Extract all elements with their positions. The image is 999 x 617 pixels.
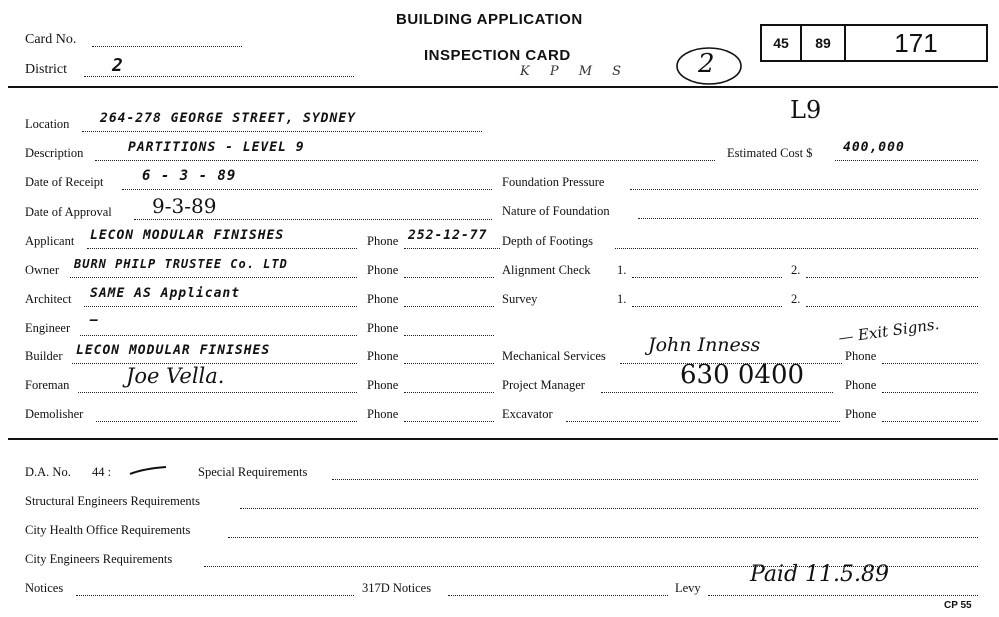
estimated-cost-field[interactable] <box>835 160 978 161</box>
health-requirements-label: City Health Office Requirements <box>25 523 191 537</box>
pen-stroke-icon <box>130 467 166 474</box>
date-of-approval-label: Date of Approval <box>25 205 112 219</box>
card-no-label: Card No. <box>25 32 77 47</box>
architect-phone-field[interactable] <box>404 306 494 307</box>
demolisher-field[interactable] <box>96 421 357 422</box>
location-value: 264-278 GEORGE STREET, SYDNEY <box>100 111 356 126</box>
section-divider <box>8 438 998 440</box>
foreman-value: Joe Vella. <box>126 364 225 388</box>
stamp-scribble: K P M S <box>520 64 630 79</box>
excavator-phone-field[interactable] <box>882 421 978 422</box>
engineer-phone-label: Phone <box>367 321 399 335</box>
header-divider <box>8 86 998 88</box>
alignment-check-1: 1. <box>617 263 627 277</box>
district-field[interactable] <box>84 76 354 77</box>
depth-of-footings-label: Depth of Footings <box>502 234 593 248</box>
form-code: CP 55 <box>944 600 972 611</box>
project-manager-phone-field[interactable] <box>882 392 978 393</box>
structural-requirements-field[interactable] <box>240 508 978 509</box>
engineer-phone-field[interactable] <box>404 335 494 336</box>
owner-phone-label: Phone <box>367 263 399 277</box>
title-line-2: INSPECTION CARD <box>424 47 571 64</box>
notices-field[interactable] <box>76 595 354 596</box>
owner-field[interactable] <box>70 277 357 278</box>
excavator-phone-label: Phone <box>845 407 877 421</box>
structural-requirements-label: Structural Engineers Requirements <box>25 494 200 508</box>
applicant-label: Applicant <box>25 234 75 248</box>
notices-317d-label: 317D Notices <box>362 581 432 595</box>
description-value: PARTITIONS - LEVEL 9 <box>128 140 305 155</box>
foundation-pressure-label: Foundation Pressure <box>502 175 605 189</box>
depth-of-footings-field[interactable] <box>615 248 978 249</box>
notices-label: Notices <box>25 581 64 595</box>
survey-1: 1. <box>617 292 627 306</box>
nature-of-foundation-field[interactable] <box>638 218 978 219</box>
survey-2-field[interactable] <box>806 306 978 307</box>
mechanical-services-phone-field[interactable] <box>882 363 978 364</box>
builder-phone-field[interactable] <box>404 363 494 364</box>
architect-phone-label: Phone <box>367 292 399 306</box>
project-manager-phone-label: Phone <box>845 378 877 392</box>
mechanical-services-phone-label: Phone <box>845 349 877 363</box>
survey-label: Survey <box>502 292 538 306</box>
location-field[interactable] <box>82 131 482 132</box>
mechanical-services-label: Mechanical Services <box>502 349 606 363</box>
applicant-phone-value: 252-12-77 <box>408 228 488 243</box>
date-of-receipt-value: 6 - 3 - 89 <box>142 168 237 184</box>
date-of-receipt-label: Date of Receipt <box>25 175 104 189</box>
demolisher-phone-field[interactable] <box>404 421 494 422</box>
da-no-value: 44 : <box>92 465 112 479</box>
mechanical-services-note: — Exit Signs. <box>837 315 941 347</box>
engineer-field[interactable] <box>80 335 357 336</box>
builder-label: Builder <box>25 349 63 363</box>
applicant-phone-field[interactable] <box>404 248 500 249</box>
engineer-value: — <box>90 313 99 328</box>
foreman-field[interactable] <box>78 392 357 393</box>
da-dash-mark <box>128 463 170 477</box>
project-manager-label: Project Manager <box>502 378 585 392</box>
da-no-label: D.A. No. <box>25 465 71 479</box>
applicant-value: LECON MODULAR FINISHES <box>90 228 285 243</box>
district-label: District <box>25 62 67 77</box>
district-value: 2 <box>112 55 124 76</box>
excavator-label: Excavator <box>502 407 553 421</box>
title-line-1: BUILDING APPLICATION <box>396 11 583 28</box>
foreman-phone-field[interactable] <box>404 392 494 393</box>
survey-1-field[interactable] <box>632 306 782 307</box>
box-c: 171 <box>844 24 988 62</box>
mechanical-services-value: John Inness <box>648 334 761 356</box>
description-field[interactable] <box>95 160 715 161</box>
alignment-check-label: Alignment Check <box>502 263 591 277</box>
owner-phone-field[interactable] <box>404 277 494 278</box>
alignment-check-2: 2. <box>791 263 801 277</box>
project-manager-value: 630 0400 <box>680 360 805 390</box>
demolisher-phone-label: Phone <box>367 407 399 421</box>
alignment-check-2-field[interactable] <box>806 277 978 278</box>
foundation-pressure-field[interactable] <box>630 189 978 190</box>
survey-2: 2. <box>791 292 801 306</box>
engineer-label: Engineer <box>25 321 71 335</box>
builder-phone-label: Phone <box>367 349 399 363</box>
date-of-approval-field[interactable] <box>134 219 492 220</box>
estimated-cost-label: Estimated Cost $ <box>727 146 813 160</box>
architect-label: Architect <box>25 292 72 306</box>
date-of-receipt-field[interactable] <box>122 189 492 190</box>
nature-of-foundation-label: Nature of Foundation <box>502 204 610 218</box>
owner-label: Owner <box>25 263 60 277</box>
architect-value: SAME AS Applicant <box>90 286 241 301</box>
estimated-cost-value: 400,000 <box>843 140 905 155</box>
owner-value: BURN PHILP TRUSTEE Co. LTD <box>74 257 288 271</box>
foreman-phone-label: Phone <box>367 378 399 392</box>
special-requirements-field[interactable] <box>332 479 978 480</box>
health-requirements-field[interactable] <box>228 537 978 538</box>
foreman-label: Foreman <box>25 378 70 392</box>
location-label: Location <box>25 117 70 131</box>
box-a: 45 <box>760 24 802 62</box>
demolisher-label: Demolisher <box>25 407 84 421</box>
special-requirements-label: Special Requirements <box>198 465 308 479</box>
builder-value: LECON MODULAR FINISHES <box>76 343 271 358</box>
architect-field[interactable] <box>84 306 357 307</box>
alignment-check-1-field[interactable] <box>632 277 782 278</box>
levy-paid-value: Paid 11.5.89 <box>750 562 890 587</box>
circled-number: 2 <box>698 49 715 79</box>
location-margin-note: L9 <box>790 96 822 124</box>
project-manager-field[interactable] <box>601 392 833 393</box>
levy-label: Levy <box>675 581 701 595</box>
date-of-approval-value: 9-3-89 <box>152 194 217 218</box>
box-b: 89 <box>800 24 846 62</box>
applicant-phone-label: Phone <box>367 234 399 248</box>
notices-317d-field[interactable] <box>448 595 668 596</box>
description-label: Description <box>25 146 84 160</box>
excavator-field[interactable] <box>566 421 840 422</box>
card-no-field[interactable] <box>92 46 242 47</box>
levy-field[interactable] <box>708 595 978 596</box>
city-engineers-requirements-label: City Engineers Requirements <box>25 552 173 566</box>
applicant-field[interactable] <box>87 248 357 249</box>
